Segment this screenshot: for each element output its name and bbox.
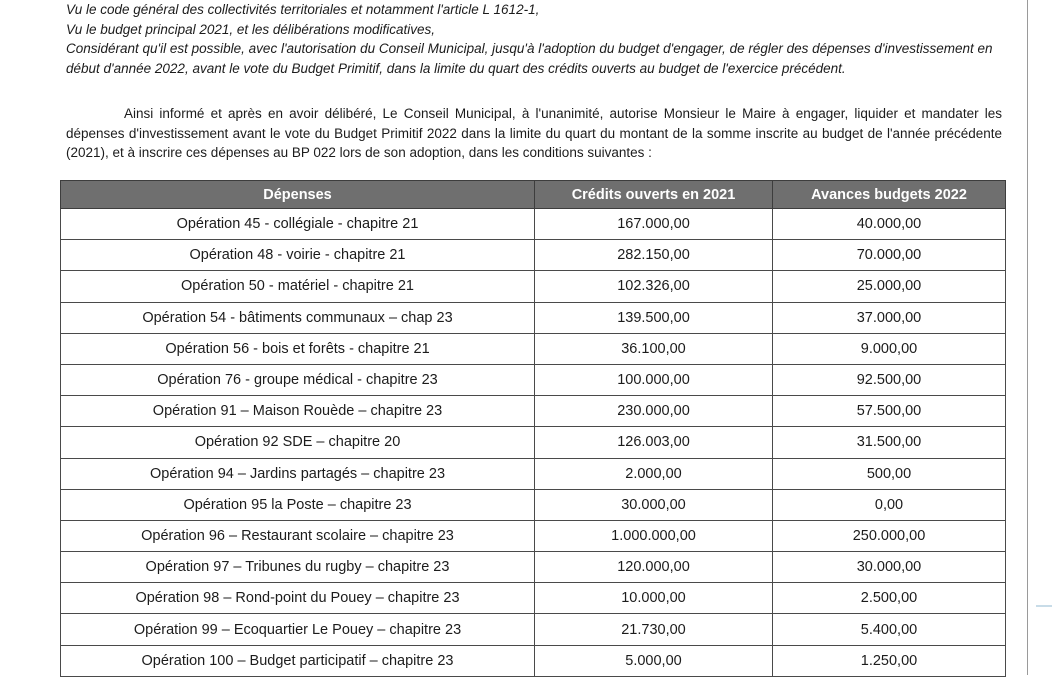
cell-depense: Opération 92 SDE – chapitre 20 — [61, 427, 535, 458]
cell-depense: Opération 54 - bâtiments communaux – chap 23 — [61, 302, 535, 333]
decision-text: Ainsi informé et après en avoir délibéré, Le Conseil Municipal, à l'unanimité, autorise Monsieur le Maire à engager, liquider et mandater les dépenses d'investissement avant le vote du Budget Primitif 2022 dans la limite du quart du montant de la somme inscrite au budget de l'année précédente (2021), et à inscrire ces dépenses au BP 022 lors de son adoption, dans les conditions suivantes : — [66, 106, 1002, 160]
cell-avances-2022: 30.000,00 — [773, 552, 1006, 583]
cell-depense: Opération 94 – Jardins partagés – chapitre 23 — [61, 458, 535, 489]
cell-credits-2021: 1.000.000,00 — [535, 520, 773, 551]
table-row — [61, 489, 1006, 520]
cell-avances-2022: 40.000,00 — [773, 209, 1006, 240]
cell-credits-2021: 126.003,00 — [535, 427, 773, 458]
cell-depense: Opération 96 – Restaurant scolaire – chapitre 23 — [61, 520, 535, 551]
decision-paragraph — [66, 104, 1002, 163]
cell-depense: Opération 50 - matériel - chapitre 21 — [61, 271, 535, 302]
cell-avances-2022: 9.000,00 — [773, 333, 1006, 364]
table-row — [61, 271, 1006, 302]
table-row — [61, 396, 1006, 427]
cell-avances-2022: 1.250,00 — [773, 645, 1006, 676]
cell-depense: Opération 45 - collégiale - chapitre 21 — [61, 209, 535, 240]
cell-depense: Opération 48 - voirie - chapitre 21 — [61, 240, 535, 271]
cell-depense: Opération 91 – Maison Rouède – chapitre 23 — [61, 396, 535, 427]
table-row — [61, 645, 1006, 676]
header-credits-2021: Crédits ouverts en 2021 — [535, 181, 773, 209]
table-row — [61, 209, 1006, 240]
cell-avances-2022: 250.000,00 — [773, 520, 1006, 551]
table-header-row — [61, 181, 1006, 209]
cell-depense: Opération 76 - groupe médical - chapitre 23 — [61, 364, 535, 395]
scan-mark — [1036, 605, 1052, 607]
consideration-line: Vu le budget principal 2021, et les délibérations modificatives, — [66, 21, 435, 37]
table-row — [61, 552, 1006, 583]
cell-credits-2021: 5.000,00 — [535, 645, 773, 676]
table-row — [61, 333, 1006, 364]
table-row — [61, 458, 1006, 489]
cell-credits-2021: 10.000,00 — [535, 583, 773, 614]
cell-credits-2021: 120.000,00 — [535, 552, 773, 583]
cell-avances-2022: 25.000,00 — [773, 271, 1006, 302]
cell-depense: Opération 95 la Poste – chapitre 23 — [61, 489, 535, 520]
cell-avances-2022: 500,00 — [773, 458, 1006, 489]
cell-avances-2022: 70.000,00 — [773, 240, 1006, 271]
considerations-block — [66, 0, 1016, 78]
scan-edge-line — [1027, 0, 1028, 675]
consideration-line: Considérant qu'il est possible, avec l'autorisation du Conseil Municipal, jusqu'à l'adoption du budget d'engager, de régler des dépenses d'investissement en début d'année 2022, avant le vote du Budget Primitif, dans la limite du quart des crédits ouverts au budget de l'exercice précédent. — [66, 41, 993, 76]
cell-depense: Opération 56 - bois et forêts - chapitre 21 — [61, 333, 535, 364]
cell-avances-2022: 5.400,00 — [773, 614, 1006, 645]
cell-avances-2022: 31.500,00 — [773, 427, 1006, 458]
cell-credits-2021: 21.730,00 — [535, 614, 773, 645]
header-avances-2022: Avances budgets 2022 — [773, 181, 1006, 209]
table-row — [61, 427, 1006, 458]
cell-depense: Opération 99 – Ecoquartier Le Pouey – chapitre 23 — [61, 614, 535, 645]
table-row — [61, 302, 1006, 333]
cell-credits-2021: 102.326,00 — [535, 271, 773, 302]
cell-credits-2021: 36.100,00 — [535, 333, 773, 364]
budget-table — [60, 180, 1006, 677]
header-depenses: Dépenses — [61, 181, 535, 209]
cell-credits-2021: 30.000,00 — [535, 489, 773, 520]
cell-avances-2022: 92.500,00 — [773, 364, 1006, 395]
cell-credits-2021: 100.000,00 — [535, 364, 773, 395]
cell-credits-2021: 282.150,00 — [535, 240, 773, 271]
cell-depense: Opération 97 – Tribunes du rugby – chapitre 23 — [61, 552, 535, 583]
table-row — [61, 240, 1006, 271]
table-body — [61, 209, 1006, 677]
cell-avances-2022: 37.000,00 — [773, 302, 1006, 333]
table-row — [61, 520, 1006, 551]
cell-credits-2021: 167.000,00 — [535, 209, 773, 240]
cell-credits-2021: 230.000,00 — [535, 396, 773, 427]
cell-depense: Opération 98 – Rond-point du Pouey – chapitre 23 — [61, 583, 535, 614]
cell-avances-2022: 0,00 — [773, 489, 1006, 520]
cell-credits-2021: 139.500,00 — [535, 302, 773, 333]
table-row — [61, 364, 1006, 395]
table-row — [61, 583, 1006, 614]
cell-avances-2022: 2.500,00 — [773, 583, 1006, 614]
consideration-line: Vu le code général des collectivités territoriales et notamment l'article L 1612-1, — [66, 2, 540, 17]
table-row — [61, 614, 1006, 645]
cell-depense: Opération 100 – Budget participatif – chapitre 23 — [61, 645, 535, 676]
cell-credits-2021: 2.000,00 — [535, 458, 773, 489]
cell-avances-2022: 57.500,00 — [773, 396, 1006, 427]
